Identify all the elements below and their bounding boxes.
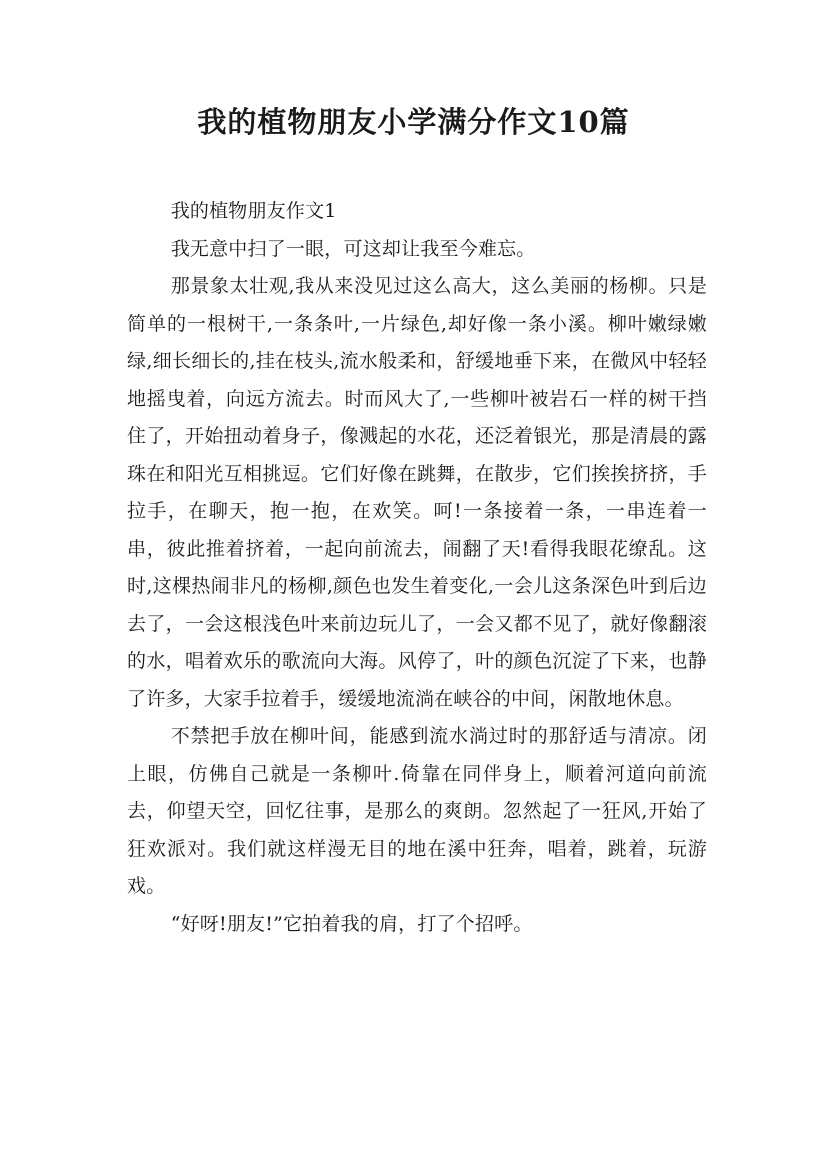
- document-body: [127, 193, 707, 943]
- paragraph: 不禁把手放在柳叶间，能感到流水淌过时的那舒适与清凉。闭上眼，仿佛自己就是一条柳叶.倚靠在同伴身上，顺着河道向前流去，仰望天空，回忆往事，是那么的爽朗。忽然起了一狂风,开始了狂欢派对。我们就这样漫无目的地在溪中狂奔，唱着，跳着，玩游戏。: [127, 725, 707, 897]
- section-heading: 我的植物朋友作文1: [170, 200, 337, 222]
- paragraph: “好呀!朋友!”它拍着我的肩，打了个招呼。: [170, 912, 533, 935]
- paragraph: 我无意中扫了一眼，可这却让我至今难忘。: [170, 237, 536, 260]
- paragraph: 那景象太壮观,我从来没见过这么高大，这么美丽的杨柳。只是简单的一根树干,一条条叶,一片绿色,却好像一条小溪。柳叶嫩绿嫩绿,细长细长的,挂在枝头,流水般柔和，舒缓地垂下来，在微风中轻轻地摇曳着，向远方流去。时而风大了,一些柳叶被岩石一样的树干挡住了，开始扭动着身子，像溅起的水花，还泛着银光，那是清晨的露珠在和阳光互相挑逗。它们好像在跳舞，在散步，它们挨挨挤挤，手拉手，在聊天，抱一抱，在欢笑。呵!一条接着一条，一串连着一串，彼此推着挤着，一起向前流去，闹翻了天!看得我眼花缭乱。这时,这棵热闹非凡的杨柳,颜色也发生着变化,一会儿这条深色叶到后边去了，一会这根浅色叶来前边玩儿了，一会又都不见了，就好像翻滚的水，唱着欢乐的歌流向大海。风停了，叶的颜色沉淀了下来，也静了许多，大家手拉着手，缓缓地流淌在峡谷的中间，闲散地休息。: [127, 275, 707, 710]
- document-title: 我的植物朋友小学满分作文10篇: [197, 105, 630, 139]
